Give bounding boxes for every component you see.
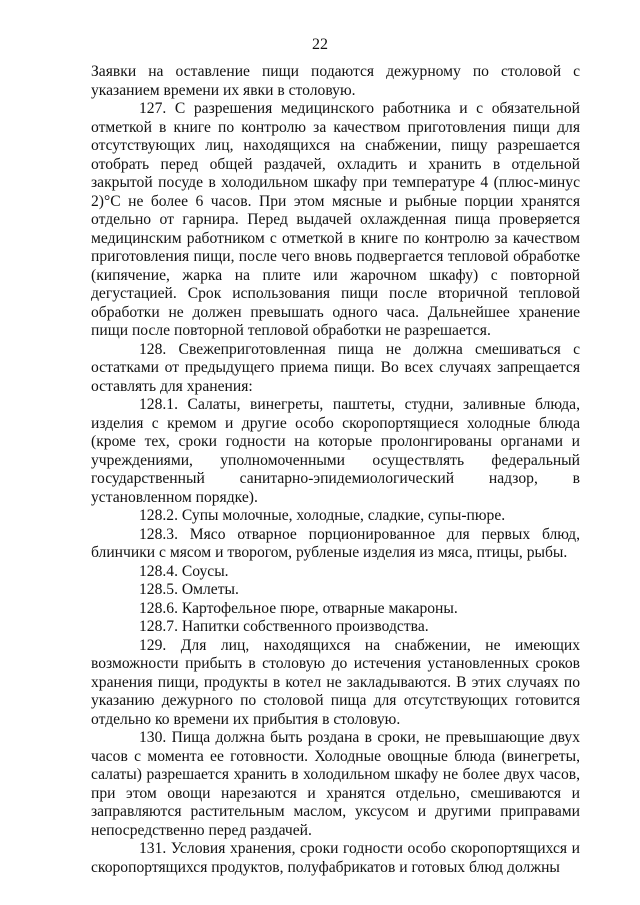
paragraph-126-continuation: Заявки на оставление пищи подаются дежурному по столовой с указанием времени их явки в столовую. — [91, 63, 580, 99]
page-number: 22 — [312, 36, 328, 53]
paragraph-130: 130. Пища должна быть роздана в сроки, не превышающие двух часов с момента ее готовности. Холодные овощные блюда (винегреты, салаты) разрешается хранить в холодильном шкафу не более двух часов, при этом овощи нарезаются и хранятся отдельно, смешиваются и заправляются растительным маслом, уксусом и другими приправами непосредственно перед раздачей. — [91, 729, 580, 839]
paragraph-128: 128. Свежеприготовленная пища не должна смешиваться с остатками от предыдущего приема пищи. Во всех случаях запрещается оставлять для хранения: — [91, 340, 580, 395]
paragraph-128-6: 128.6. Картофельное пюре, отварные макароны. — [139, 599, 458, 617]
paragraph-128-2: 128.2. Супы молочные, холодные, сладкие, супы-пюре. — [139, 507, 506, 524]
paragraph-128-7: 128.7. Напитки собственного производства. — [139, 618, 429, 635]
paragraph-128-1: 128.1. Салаты, винегреты, паштеты, студни, заливные блюда, изделия с кремом и другие особо скоропортящиеся холодные блюда (кроме тех, сроки годности на которые пролонгированы органами и учреждениями, уполномоченными осуществлять федеральный государственный санитарно-эпидемиологический надзор, в установленном порядке). — [91, 396, 580, 506]
paragraph-127: 127. С разрешения медицинского работника и с обязательной отметкой в книге по контролю за качеством приготовления пищи для отсутствующих лиц, находящихся на снабжении, пищу разрешается отобрать перед общей раздачей, охладить и хранить в отдельной закрытой посуде в холодильном шкафу при температуре 4 (плюс-минус 2)°С не более 6 часов. При этом мясные и рыбные порции хранятся отдельно от гарнира. Перед выдачей охлажденная пища проверяется медицинским работником с отметкой в книге по контролю за качеством приготовления пищи, после чего вновь подвергается тепловой обработке (кипячение, жарка на плите или жарочном шкафу) с повторной дегустацией. Срок использования пищи после вторичной тепловой обработки не должен превышать одного часа. Дальнейшее хранение пищи после повторной тепловой обработки не разрешается. — [91, 100, 580, 339]
paragraph-129: 129. Для лиц, находящихся на снабжении, не имеющих возможности прибыть в столовую до истечения установленных сроков хранения пищи, продукты в котел не закладываются. В этих случаях по указанию дежурного по столовой пища для отсутствующих готовится отдельно ко времени их прибытия в столовую. — [91, 636, 580, 728]
paragraph-128-4: 128.4. Соусы. — [139, 562, 229, 580]
paragraph-131: 131. Условия хранения, сроки годности особо скоропортящихся и скоропортящихся продуктов, полуфабрикатов и готовых блюд должны — [91, 840, 580, 876]
paragraph-128-5: 128.5. Омлеты. — [139, 581, 239, 598]
document-body — [91, 63, 580, 877]
paragraph-128-3: 128.3. Мясо отварное порционированное для первых блюд, блинчики с мясом и творогом, рубленые изделия из мяса, птицы, рыбы. — [91, 525, 580, 561]
